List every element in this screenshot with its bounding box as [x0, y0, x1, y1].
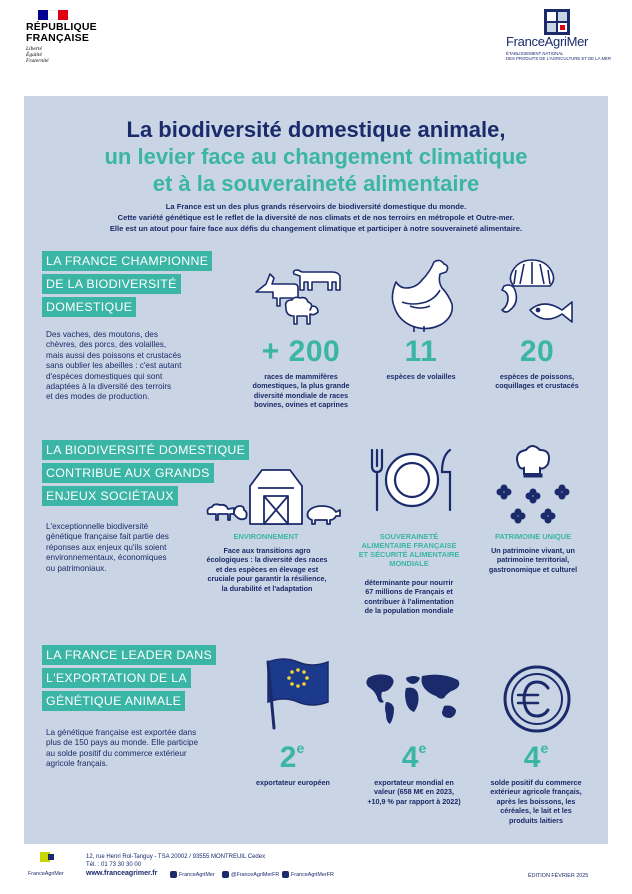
motto-fraternite: Fraternité — [26, 58, 49, 64]
col1-caption-line5: la durabilité et l'adaptation — [221, 583, 313, 593]
section2-text-line1: L'exceptionnelle biodiversité — [46, 522, 149, 531]
col2-title-line4: MONDIALE — [389, 559, 429, 568]
section2-label-line1: LA BIODIVERSITÉ DOMESTIQUE — [42, 440, 249, 460]
rank1-caption-line1: exportateur européen — [256, 778, 330, 787]
col1-caption-line3: et des espèces en élevage est — [215, 564, 319, 574]
stat3-caption — [476, 372, 598, 391]
stat3-caption-line2: coquillages et crustacés — [495, 381, 579, 391]
col2-caption-line4: de la population mondiale — [364, 606, 454, 616]
republique-title-line2: FRANÇAISE — [26, 32, 90, 44]
footer-address-line1: 12, rue Henri Rol-Tanguy - TSA 20002 / 93555 MONTREUIL Cedex — [86, 854, 266, 860]
section3-label-line2: L'EXPORTATION DE LA — [42, 668, 191, 688]
rank2-caption-line1: exportateur mondial en — [374, 778, 454, 787]
col3-caption — [478, 546, 588, 574]
section1-label-line1: LA FRANCE CHAMPIONNE — [42, 251, 212, 271]
section3-label — [42, 645, 216, 714]
stat1-caption-line1: races de mammifères — [264, 372, 338, 381]
page-title-line3: et à la souveraineté alimentaire — [152, 171, 480, 196]
motto-egalite: Égalité — [26, 52, 42, 58]
section2-text-line2: génétique française fait partie des — [46, 532, 169, 542]
rank3-caption-line1: solde positif du commerce — [490, 778, 582, 787]
seafood-icon — [496, 256, 576, 336]
stat2-caption-line1: espèces de volailles — [386, 372, 456, 381]
linkedin-icon — [170, 871, 177, 878]
stat2-caption — [366, 372, 476, 381]
col1-caption-line4: cruciale pour garantir la résilience, — [207, 574, 327, 584]
section2-text — [46, 522, 226, 574]
footer-logo — [28, 852, 68, 876]
social-linkedin[interactable] — [170, 871, 215, 878]
agency-subtitle-line2: DES PRODUITS DE L'AGRICULTURE ET DE LA MER — [506, 56, 612, 61]
section1-label — [42, 251, 212, 320]
col3-title: PATRIMOINE UNIQUE — [494, 532, 572, 541]
col1-title: ENVIRONNEMENT — [233, 532, 299, 541]
chicken-icon — [380, 256, 460, 334]
social-x[interactable] — [222, 871, 279, 878]
rank2-suffix: e — [418, 740, 427, 756]
stat1-value: + 200 — [261, 335, 341, 368]
rank3-number: 4 — [523, 741, 541, 774]
col2-caption-line1: déterminante pour nourrir — [364, 578, 454, 587]
world-map-icon — [362, 670, 466, 728]
col3-caption-line1: Un patrimoine vivant, un — [491, 546, 575, 555]
section2-label-line3: ENJEUX SOCIÉTAUX — [42, 486, 178, 506]
stat3-caption-line1: espèces de poissons, — [499, 372, 575, 381]
footer-address-line2: Tél. : 01 73 30 30 00 — [86, 862, 142, 868]
rank3-caption-line3: après les boissons, les — [496, 796, 576, 806]
rank2-caption-line2: valeur (658 M€ en 2023, — [374, 787, 454, 797]
rank2-caption-line3: +10,9 % par rapport à 2022) — [367, 796, 461, 806]
section3-text-line2: plus de 150 pays au monde. Elle participe — [46, 738, 199, 748]
social-youtube-label: FranceAgriMerFR — [291, 871, 334, 878]
rank2-caption — [354, 778, 474, 806]
chef-hat-icon — [490, 446, 576, 526]
section1-label-line3: DOMESTIQUE — [42, 297, 136, 317]
section2-text-line3: réponses aux enjeux qu'ils soient — [46, 542, 167, 552]
col3-caption-line3: gastronomique et culturel — [488, 564, 578, 574]
section3-text-line3: au solde positif du commerce extérieur — [46, 748, 187, 758]
col1-caption-line2: écologiques : la diversité des races — [206, 555, 328, 565]
stat3-value: 20 — [519, 335, 555, 368]
section2-label-line2: CONTRIBUE AUX GRANDS — [42, 463, 214, 483]
rank2-number: 4 — [401, 741, 419, 774]
rank2-value — [374, 740, 454, 775]
section1-text-line6: adaptées à la diversité des terroirs — [46, 382, 172, 392]
euro-coin-icon — [500, 662, 574, 736]
col2-caption-line3: contribuer à l'alimentation — [364, 596, 454, 606]
section1-text-line2: chèvres, des porcs, des volailles, — [46, 340, 167, 350]
col2-title-line2: ALIMENTAIRE FRANÇAISE — [361, 541, 457, 550]
social-x-label: @FranceAgriMerFR — [231, 871, 280, 878]
section3-label-line3: GÉNÉTIQUE ANIMALE — [42, 691, 185, 711]
col1-caption-line1: Face aux transitions agro — [223, 546, 311, 555]
section3-text — [46, 728, 246, 770]
republique-title — [26, 22, 97, 44]
x-icon — [222, 871, 229, 878]
col2-title — [348, 532, 470, 568]
section1-text-line1: Des vaches, des moutons, des — [46, 330, 158, 339]
youtube-icon — [282, 871, 289, 878]
footer-address — [86, 853, 265, 869]
col2-caption-line2: 67 millions de Français et — [365, 587, 453, 597]
stat1-caption-line4: bovines, ovines et caprines — [254, 400, 348, 410]
intro-line1: La France est un des plus grands réservoirs de biodiversité domestique du monde. — [165, 202, 467, 211]
col1-caption — [206, 546, 328, 593]
edition-date: ÉDITION FÉVRIER 2025 — [528, 873, 589, 879]
republique-title-line1: RÉPUBLIQUE — [26, 21, 97, 33]
section1-label-line2: DE LA BIODIVERSITÉ — [42, 274, 181, 294]
stat1-caption-line3: diversité mondiale de races — [253, 390, 349, 400]
footer-logo-text: FranceAgriMer — [28, 871, 64, 877]
franceagrimer-logo-icon — [544, 9, 570, 35]
footer-logo-mark-icon — [28, 852, 68, 866]
stat1-caption — [236, 372, 366, 410]
livestock-icon — [250, 262, 350, 332]
intro-line2: Cette variété génétique est le reflet de la diversité de nos climats et de nos terroirs en métropole et Outre-mer. — [117, 213, 515, 222]
col2-caption — [350, 578, 468, 616]
section3-text-line1: La génétique française est exportée dans — [46, 728, 197, 737]
section1-text — [46, 330, 236, 403]
barn-icon — [204, 464, 344, 528]
eu-flag-icon — [256, 652, 336, 732]
section1-text-line4: sans oublier les abeilles : c'est autant — [46, 361, 182, 371]
rank1-caption — [236, 778, 350, 787]
section2-text-line4: environnementaux, économiques — [46, 553, 167, 563]
section1-text-line3: mais aussi des poissons et crustacés — [46, 350, 182, 360]
section1-text-line7: et des modes de production. — [46, 392, 150, 402]
page-title-line2: un levier face au changement climatique — [104, 144, 528, 169]
rank3-caption-line2: extérieur agricole français, — [490, 787, 582, 797]
section1-text-line5: d'espèces domestiques qui sont — [46, 371, 163, 381]
republique-motto — [26, 46, 49, 64]
social-youtube[interactable] — [282, 871, 334, 878]
section3-label-line1: LA FRANCE LEADER DANS — [42, 645, 216, 665]
section2-text-line5: ou patrimoniaux. — [46, 563, 107, 573]
agency-subtitle — [506, 51, 616, 61]
rank3-suffix: e — [540, 740, 549, 756]
page-title-line1: La biodiversité domestique animale, — [126, 117, 506, 142]
agency-subtitle-line1: ÉTABLISSEMENT NATIONAL — [506, 51, 564, 56]
republique-flag — [38, 10, 68, 20]
rank3-caption-line5: produits laitiers — [509, 815, 563, 825]
rank3-value — [496, 740, 576, 775]
col3-caption-line2: patrimoine territorial, — [496, 555, 570, 565]
social-linkedin-label: FranceAgriMer — [179, 871, 215, 878]
section3-text-line4: agricole français. — [46, 759, 108, 769]
cutlery-plate-icon — [364, 446, 460, 514]
rank3-caption — [476, 778, 596, 825]
footer-website-link[interactable]: www.franceagrimer.fr — [86, 870, 158, 877]
intro-text — [40, 201, 592, 234]
rank1-suffix: e — [296, 740, 305, 756]
intro-line3: Elle est un atout pour faire face aux défis du changement climatique et participer à notre souveraineté alimentaire. — [109, 224, 523, 233]
stat2-value: 11 — [404, 335, 438, 368]
agency-name: FranceAgriMer — [506, 34, 589, 49]
rank1-value — [252, 740, 332, 775]
rank3-caption-line4: céréales, le lait et les — [500, 806, 572, 816]
stat1-caption-line2: domestiques, la plus grande — [252, 381, 350, 391]
col2-title-line3: ET SÉCURITÉ ALIMENTAIRE — [358, 550, 460, 559]
rank1-number: 2 — [279, 741, 297, 774]
col2-title-line1: SOUVERAINETÉ — [379, 532, 439, 541]
motto-liberte: Liberté — [26, 46, 42, 52]
